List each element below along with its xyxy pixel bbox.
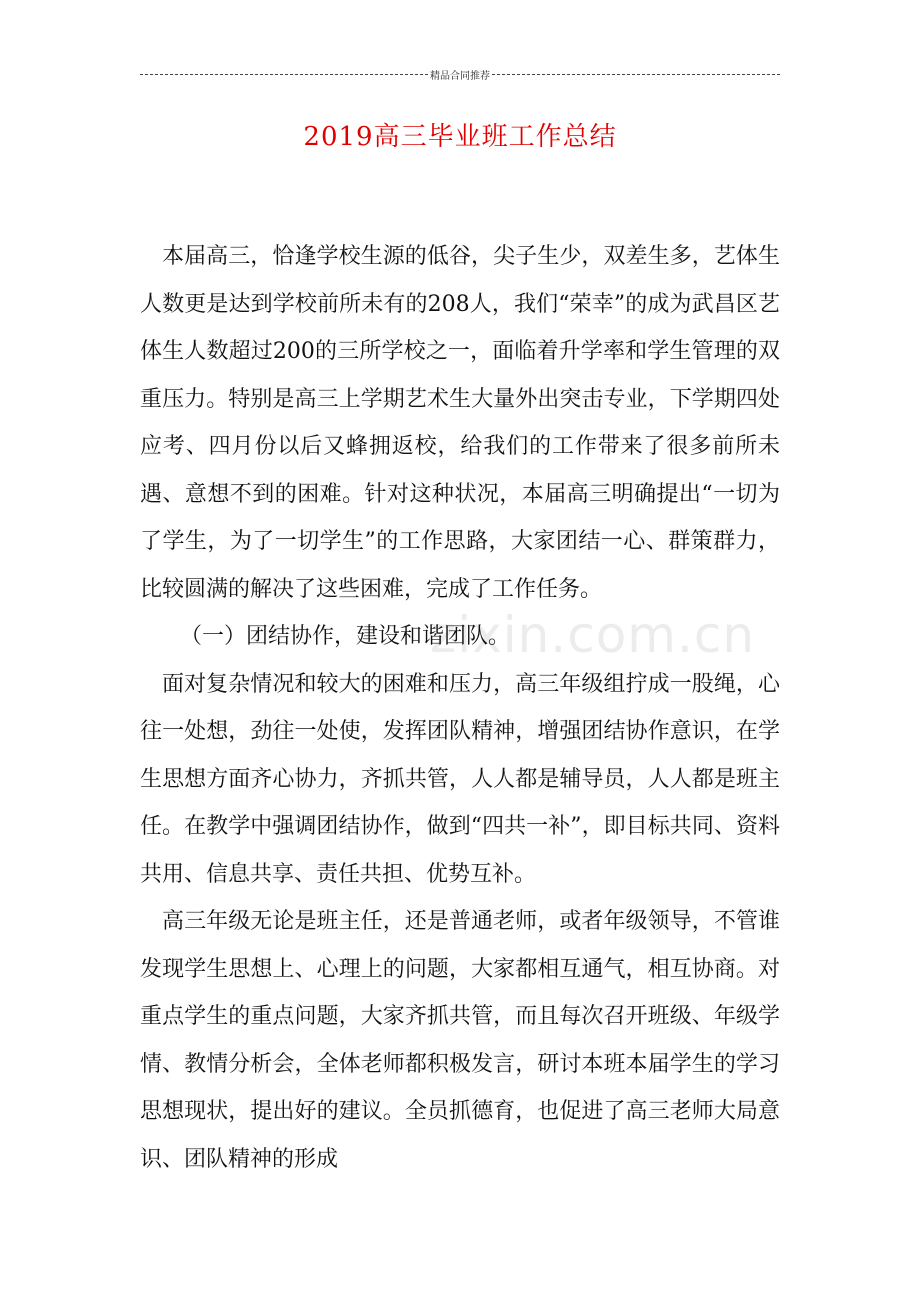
- header-text: 精品合同推荐: [430, 70, 490, 82]
- document-body: [140, 233, 780, 1183]
- header-dash-right: [492, 74, 780, 75]
- paragraph-cooperation: 高三年级无论是班主任，还是普通老师，或者年级领导，不管谁发现学生思想上、心理上的问题，大家都相互通气，相互协商。对重点学生的重点问题，大家齐抓共管，而且每次召开班级、年级学情、教情分析会，全体老师都积极发言，研讨本班本届学生的学习思想现状，提出好的建议。全员抓德育，也促进了高三老师大局意识、团队精神的形成: [140, 909, 780, 1172]
- watermark: zixin.com.cn: [430, 606, 756, 664]
- paragraph-intro: 本届高三，恰逢学校生源的低谷，尖子生少，双差生多，艺体生人数更是达到学校前所未有的208人，我们“荣幸”的成为武昌区艺体生人数超过200的三所学校之一，面临着升学率和学生管理的双重压力。特别是高三上学期艺术生大量外出突击专业，下学期四处应考、四月份以后又蜂拥返校，给我们的工作带来了很多前所未遇、意想不到的困难。针对这种状况，本届高三明确提出“一切为了学生，为了一切学生”的工作思路，大家团结一心、群策群力，比较圆满的解决了这些困难，完成了工作任务。: [140, 244, 780, 602]
- header-dash-left: [140, 74, 428, 75]
- page-header: [140, 66, 780, 82]
- paragraph-teamwork: 面对复杂情况和较大的困难和压力，高三年级组拧成一股绳，心往一处想，劲往一处使，发挥团队精神，增强团结协作意识，在学生思想方面齐心协力，齐抓共管，人人都是辅导员，人人都是班主任。在教学中强调团结协作，做到“四共一补”，即目标共同、资料共用、信息共享、责任共担、优势互补。: [140, 671, 780, 887]
- section-heading-1: （一）团结协作，建设和谐团队。: [180, 624, 511, 649]
- document-title: 2019高三毕业班工作总结: [303, 122, 617, 152]
